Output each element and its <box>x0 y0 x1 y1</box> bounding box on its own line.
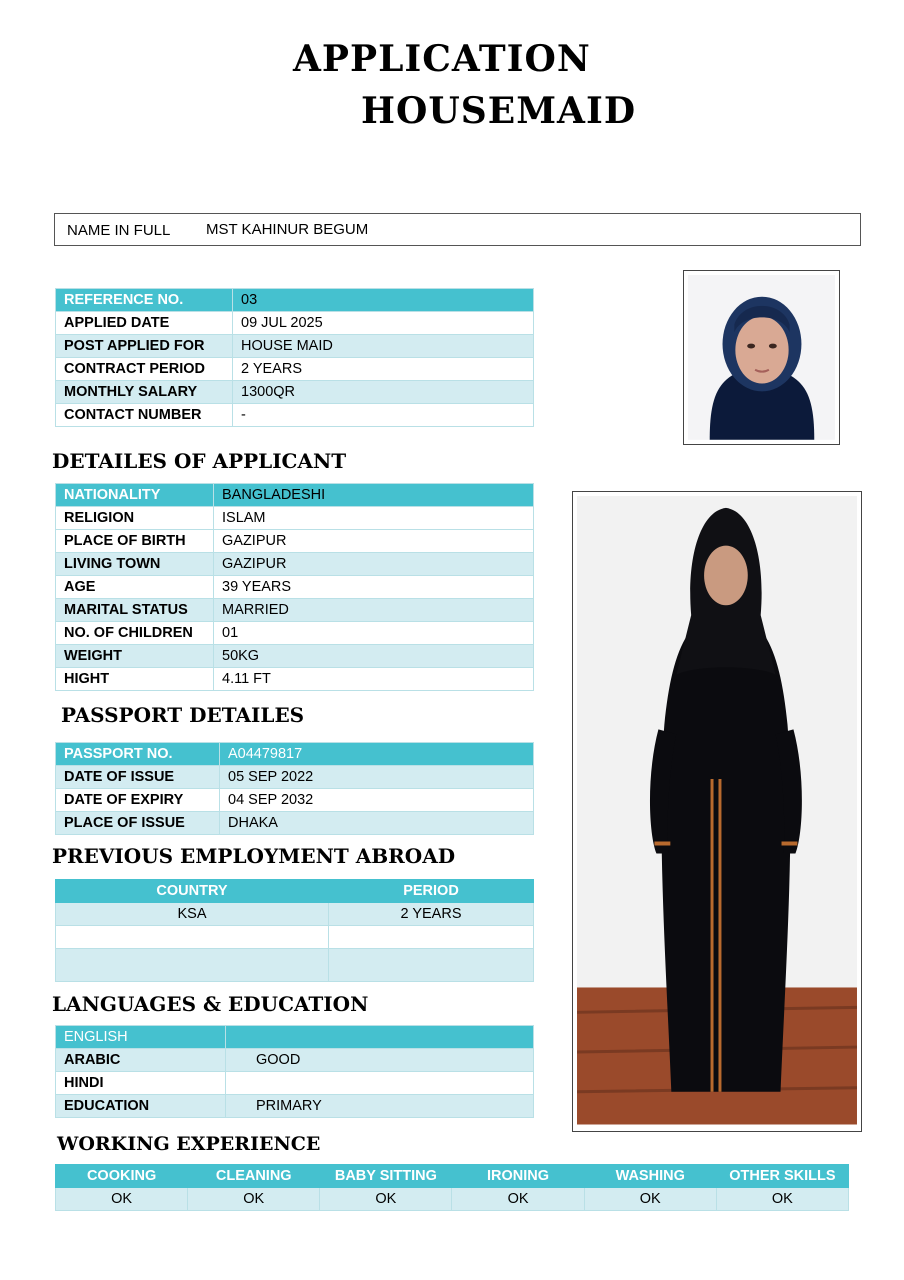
title-application: APPLICATION <box>293 38 591 80</box>
table-row <box>56 507 534 530</box>
column-header-washing: WASHING <box>584 1165 716 1188</box>
cell-period <box>329 926 534 949</box>
column-header-cooking: COOKING <box>56 1165 188 1188</box>
passport-table <box>55 742 534 835</box>
cell-cleaning: OK <box>188 1188 320 1211</box>
table-row <box>56 645 534 668</box>
cell-washing: OK <box>584 1188 716 1211</box>
column-header-period: PERIOD <box>329 880 534 903</box>
cell-country <box>56 949 329 982</box>
experience-title: WORKING EXPERIENCE <box>57 1133 321 1155</box>
field-value: 03 <box>233 289 534 312</box>
field-label: ENGLISH <box>56 1026 226 1049</box>
field-label: EDUCATION <box>56 1095 226 1118</box>
field-value: 2 YEARS <box>233 358 534 381</box>
table-row <box>56 1095 534 1118</box>
languages-title: LANGUAGES & EDUCATION <box>52 992 369 1016</box>
employment-title: PREVIOUS EMPLOYMENT ABROAD <box>52 844 456 868</box>
field-label: CONTRACT PERIOD <box>56 358 233 381</box>
field-value: ISLAM <box>214 507 534 530</box>
field-label: POST APPLIED FOR <box>56 335 233 358</box>
cell-period <box>329 949 534 982</box>
details-title: DETAILES OF APPLICANT <box>52 449 347 473</box>
field-value: 05 SEP 2022 <box>220 766 534 789</box>
name-value: MST KAHINUR BEGUM <box>206 221 369 238</box>
field-label: ARABIC <box>56 1049 226 1072</box>
table-row <box>56 668 534 691</box>
name-box <box>54 213 861 246</box>
field-label: DATE OF ISSUE <box>56 766 220 789</box>
title-housemaid: HOUSEMAID <box>361 90 637 132</box>
table-row <box>56 743 534 766</box>
experience-table <box>55 1164 849 1211</box>
table-row <box>56 358 534 381</box>
details-table <box>55 483 534 691</box>
field-label: DATE OF EXPIRY <box>56 789 220 812</box>
field-value: 1300QR <box>233 381 534 404</box>
field-value: PRIMARY <box>226 1095 534 1118</box>
full-body-photo-image <box>577 496 857 1125</box>
column-header-country: COUNTRY <box>56 880 329 903</box>
field-value: 50KG <box>214 645 534 668</box>
table-row <box>56 1188 849 1211</box>
table-header-row <box>56 880 534 903</box>
field-value: MARRIED <box>214 599 534 622</box>
table-row <box>56 1049 534 1072</box>
column-header-baby-sitting: BABY SITTING <box>320 1165 452 1188</box>
cell-cooking: OK <box>56 1188 188 1211</box>
table-row <box>56 381 534 404</box>
field-value: BANGLADESHI <box>214 484 534 507</box>
field-value: 39 YEARS <box>214 576 534 599</box>
field-label: CONTACT NUMBER <box>56 404 233 427</box>
field-value: 4.11 FT <box>214 668 534 691</box>
field-value: A04479817 <box>220 743 534 766</box>
field-label: LIVING TOWN <box>56 553 214 576</box>
cell-country: KSA <box>56 903 329 926</box>
table-row <box>56 553 534 576</box>
table-row <box>56 335 534 358</box>
table-row <box>56 1026 534 1049</box>
table-row <box>56 812 534 835</box>
field-value: 04 SEP 2032 <box>220 789 534 812</box>
field-label: PLACE OF ISSUE <box>56 812 220 835</box>
table-row <box>56 766 534 789</box>
cell-period: 2 YEARS <box>329 903 534 926</box>
field-label: HINDI <box>56 1072 226 1095</box>
field-value: GAZIPUR <box>214 530 534 553</box>
column-header-other-skills: OTHER SKILLS <box>716 1165 848 1188</box>
field-label: REFERENCE NO. <box>56 289 233 312</box>
table-row <box>56 789 534 812</box>
field-value <box>226 1072 534 1095</box>
field-value: GOOD <box>226 1049 534 1072</box>
passport-photo <box>683 270 840 445</box>
name-label: NAME IN FULL <box>67 222 171 239</box>
table-row <box>56 289 534 312</box>
table-row <box>56 1072 534 1095</box>
table-row <box>56 926 534 949</box>
passport-photo-image <box>688 275 835 440</box>
field-label: RELIGION <box>56 507 214 530</box>
field-value: 09 JUL 2025 <box>233 312 534 335</box>
table-row <box>56 404 534 427</box>
cell-ironing: OK <box>452 1188 584 1211</box>
field-value: GAZIPUR <box>214 553 534 576</box>
table-row <box>56 599 534 622</box>
field-value <box>226 1026 534 1049</box>
cell-baby-sitting: OK <box>320 1188 452 1211</box>
field-label: MONTHLY SALARY <box>56 381 233 404</box>
cell-country <box>56 926 329 949</box>
field-value: 01 <box>214 622 534 645</box>
field-label: PLACE OF BIRTH <box>56 530 214 553</box>
field-label: MARITAL STATUS <box>56 599 214 622</box>
table-row <box>56 312 534 335</box>
field-label: WEIGHT <box>56 645 214 668</box>
field-label: PASSPORT NO. <box>56 743 220 766</box>
table-row <box>56 484 534 507</box>
table-row <box>56 576 534 599</box>
table-row <box>56 530 534 553</box>
field-label: APPLIED DATE <box>56 312 233 335</box>
field-label: HIGHT <box>56 668 214 691</box>
column-header-cleaning: CLEANING <box>188 1165 320 1188</box>
field-label: AGE <box>56 576 214 599</box>
field-label: NATIONALITY <box>56 484 214 507</box>
field-value: - <box>233 404 534 427</box>
field-label: NO. OF CHILDREN <box>56 622 214 645</box>
languages-table <box>55 1025 534 1118</box>
table-row <box>56 903 534 926</box>
table-row <box>56 622 534 645</box>
field-value: HOUSE MAID <box>233 335 534 358</box>
application-table <box>55 288 534 427</box>
column-header-ironing: IRONING <box>452 1165 584 1188</box>
passport-title: PASSPORT DETAILES <box>61 703 305 727</box>
field-value: DHAKA <box>220 812 534 835</box>
cell-other-skills: OK <box>716 1188 848 1211</box>
employment-table <box>55 879 534 982</box>
table-header-row <box>56 1165 849 1188</box>
table-row <box>56 949 534 982</box>
full-body-photo <box>572 491 862 1132</box>
